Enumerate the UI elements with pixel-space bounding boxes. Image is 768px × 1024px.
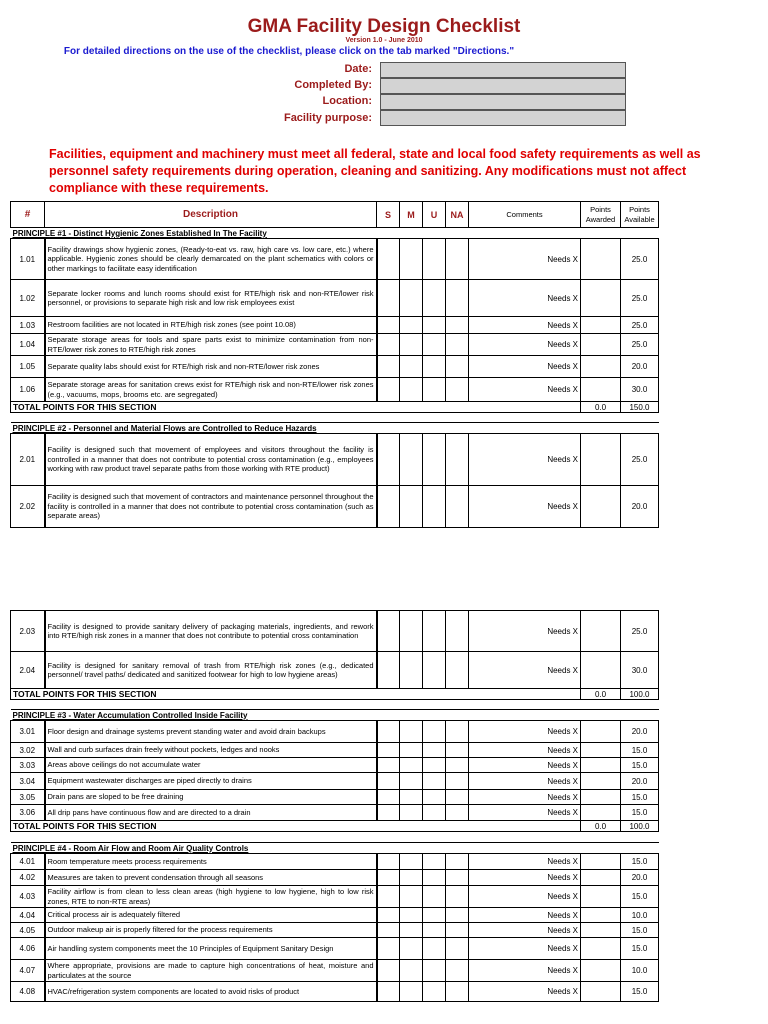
section-total-available: 100.0 [621,689,659,700]
table-row [11,773,659,790]
points-awarded-cell[interactable] [581,378,621,402]
points-available: 15.0 [621,923,659,938]
item-number: 4.05 [11,923,45,938]
facility-purpose-field[interactable] [380,110,626,126]
s-checkbox[interactable] [377,982,400,1002]
table-row [11,758,659,773]
table-row [11,434,659,486]
field-label-facility-purpose: Facility purpose: [283,112,372,124]
col-header-na: NA [446,202,469,228]
item-description: Facility is designed such that movement of contractors and maintenance personnel throughout the facility is controlled in a manner that does not contribute to potential cross contamination (such as separate areas) [45,486,377,528]
section-total-row [11,402,659,413]
points-available: 25.0 [621,317,659,334]
u-checkbox[interactable] [423,960,446,982]
na-checkbox[interactable] [446,773,469,790]
needs-indicator: Needs X [469,923,581,938]
table-row [11,652,659,689]
field-label-completed-by: Completed By: [294,79,372,91]
item-description: Wall and curb surfaces drain freely without pockets, ledges and nooks [45,743,377,758]
s-checkbox[interactable] [377,334,400,356]
na-checkbox[interactable] [446,854,469,870]
table-row [11,790,659,805]
item-description: HVAC/refrigeration system components are located to avoid risks of product [45,982,377,1002]
table-row [11,854,659,870]
s-checkbox[interactable] [377,611,400,652]
points-awarded-cell[interactable] [581,743,621,758]
points-available: 30.0 [621,378,659,402]
section-total-label: TOTAL POINTS FOR THIS SECTION [11,402,581,413]
s-checkbox[interactable] [377,854,400,870]
principle-header [11,843,659,854]
needs-indicator: Needs X [469,886,581,908]
table-row [11,486,659,528]
item-number: 2.04 [11,652,45,689]
needs-indicator: Needs X [469,721,581,743]
m-checkbox[interactable] [400,923,423,938]
s-checkbox[interactable] [377,721,400,743]
m-checkbox[interactable] [400,280,423,317]
m-checkbox[interactable] [400,854,423,870]
item-description: Measures are taken to prevent condensation through all seasons [45,870,377,886]
col-header-number: # [11,202,45,228]
item-number: 3.04 [11,773,45,790]
item-number: 1.05 [11,356,45,378]
na-checkbox[interactable] [446,280,469,317]
points-available: 15.0 [621,938,659,960]
points-awarded-cell[interactable] [581,239,621,280]
points-awarded-cell[interactable] [581,721,621,743]
points-available: 20.0 [621,870,659,886]
field-label-location: Location: [322,95,372,107]
na-checkbox[interactable] [446,334,469,356]
needs-indicator: Needs X [469,743,581,758]
item-description: Areas above ceilings do not accumulate water [45,758,377,773]
points-available: 15.0 [621,758,659,773]
item-number: 3.03 [11,758,45,773]
col-header-description: Description [45,202,377,228]
item-description: Facility is designed such that movement of employees and visitors throughout the facility is controlled in a manner that does not contribute to potential cross contamination (e.g., employees working with raw product travel separate paths from those working with RTE product) [45,434,377,486]
table-row [11,870,659,886]
needs-indicator: Needs X [469,434,581,486]
item-number: 1.03 [11,317,45,334]
s-checkbox[interactable] [377,805,400,821]
points-awarded-cell[interactable] [581,960,621,982]
s-checkbox[interactable] [377,743,400,758]
needs-indicator: Needs X [469,908,581,923]
s-checkbox[interactable] [377,870,400,886]
points-available: 20.0 [621,486,659,528]
item-description: All drip pans have continuous flow and are directed to a drain [45,805,377,821]
item-description: Restroom facilities are not located in RTE/high risk zones (see point 10.08) [45,317,377,334]
s-checkbox[interactable] [377,356,400,378]
na-checkbox[interactable] [446,960,469,982]
principle-header [11,228,659,239]
item-description: Where appropriate, provisions are made to capture high concentrations of heat, moisture and particulates at the source [45,960,377,982]
needs-indicator: Needs X [469,870,581,886]
checklist-table-page-2 [10,610,659,1002]
location-field[interactable] [380,94,626,110]
points-awarded-cell[interactable] [581,805,621,821]
points-awarded-cell[interactable] [581,356,621,378]
m-checkbox[interactable] [400,982,423,1002]
table-row [11,317,659,334]
item-number: 1.02 [11,280,45,317]
points-available: 20.0 [621,773,659,790]
completed-by-field[interactable] [380,78,626,94]
needs-indicator: Needs X [469,758,581,773]
col-header-points-awarded: Points Awarded [581,202,621,228]
section-total-row [11,821,659,832]
m-checkbox[interactable] [400,721,423,743]
needs-indicator: Needs X [469,982,581,1002]
m-checkbox[interactable] [400,938,423,960]
directions-link[interactable]: For detailed directions on the use of the checklist, please click on the tab marked "Directions." [63,46,515,57]
m-checkbox[interactable] [400,773,423,790]
s-checkbox[interactable] [377,378,400,402]
principle-header [11,710,659,721]
s-checkbox[interactable] [377,758,400,773]
field-label-date: Date: [344,63,372,75]
principle-title: PRINCIPLE #4 - Room Air Flow and Room Air Quality Controls [12,843,249,853]
na-checkbox[interactable] [446,486,469,528]
spacer-row [11,832,659,843]
u-checkbox[interactable] [423,334,446,356]
u-checkbox[interactable] [423,805,446,821]
points-available: 25.0 [621,611,659,652]
needs-indicator: Needs X [469,280,581,317]
na-checkbox[interactable] [446,908,469,923]
s-checkbox[interactable] [377,652,400,689]
item-description: Floor design and drainage systems prevent standing water and avoid drain backups [45,721,377,743]
col-header-s: S [377,202,400,228]
u-checkbox[interactable] [423,239,446,280]
needs-indicator: Needs X [469,790,581,805]
table-row [11,923,659,938]
m-checkbox[interactable] [400,611,423,652]
na-checkbox[interactable] [446,923,469,938]
u-checkbox[interactable] [423,982,446,1002]
m-checkbox[interactable] [400,239,423,280]
table-row [11,805,659,821]
u-checkbox[interactable] [423,317,446,334]
section-total-awarded: 0.0 [581,689,621,700]
item-description: Separate locker rooms and lunch rooms should exist for RTE/high risk and non-RTE/lower risk personnel, or provisions to separate high risk and low risk employees exist [45,280,377,317]
u-checkbox[interactable] [423,434,446,486]
points-available: 10.0 [621,908,659,923]
points-available: 20.0 [621,356,659,378]
points-awarded-cell[interactable] [581,652,621,689]
item-number: 4.03 [11,886,45,908]
u-checkbox[interactable] [423,908,446,923]
item-description: Facility drawings show hygienic zones, (Ready-to-eat vs. raw, high care vs. low care, etc.) where applicable. Hygienic zones should be clearly demarcated on the plant schematics with colors or other markings to facilitate easy identification [45,239,377,280]
m-checkbox[interactable] [400,790,423,805]
item-number: 3.06 [11,805,45,821]
s-checkbox[interactable] [377,886,400,908]
points-available: 15.0 [621,982,659,1002]
points-awarded-cell[interactable] [581,790,621,805]
u-checkbox[interactable] [423,886,446,908]
points-available: 30.0 [621,652,659,689]
u-checkbox[interactable] [423,378,446,402]
table-row [11,378,659,402]
points-available: 15.0 [621,886,659,908]
m-checkbox[interactable] [400,317,423,334]
na-checkbox[interactable] [446,434,469,486]
m-checkbox[interactable] [400,334,423,356]
item-description: Air handling system components meet the 10 Principles of Equipment Sanitary Design [45,938,377,960]
u-checkbox[interactable] [423,923,446,938]
item-number: 3.02 [11,743,45,758]
item-description: Drain pans are sloped to be free draining [45,790,377,805]
u-checkbox[interactable] [423,721,446,743]
item-number: 4.08 [11,982,45,1002]
points-awarded-cell[interactable] [581,886,621,908]
points-awarded-cell[interactable] [581,854,621,870]
item-description: Facility is designed for sanitary removal of trash from RTE/high risk zones (e.g., dedicated personnel/ travel paths/ dedicated and sanitized footwear for high to low hygiene areas) [45,652,377,689]
section-total-awarded: 0.0 [581,402,621,413]
points-available: 20.0 [621,721,659,743]
item-description: Room temperature meets process requirements [45,854,377,870]
item-number: 4.04 [11,908,45,923]
points-awarded-cell[interactable] [581,870,621,886]
table-row [11,611,659,652]
section-total-available: 150.0 [621,402,659,413]
col-header-u: U [423,202,446,228]
needs-indicator: Needs X [469,611,581,652]
table-row [11,721,659,743]
na-checkbox[interactable] [446,721,469,743]
principle-title: PRINCIPLE #1 - Distinct Hygienic Zones Established In The Facility [12,228,267,238]
u-checkbox[interactable] [423,280,446,317]
needs-indicator: Needs X [469,378,581,402]
m-checkbox[interactable] [400,886,423,908]
u-checkbox[interactable] [423,790,446,805]
s-checkbox[interactable] [377,938,400,960]
points-awarded-cell[interactable] [581,486,621,528]
na-checkbox[interactable] [446,317,469,334]
needs-indicator: Needs X [469,854,581,870]
u-checkbox[interactable] [423,758,446,773]
needs-indicator: Needs X [469,652,581,689]
spacer-row [11,700,659,710]
needs-indicator: Needs X [469,805,581,821]
needs-indicator: Needs X [469,773,581,790]
u-checkbox[interactable] [423,652,446,689]
m-checkbox[interactable] [400,652,423,689]
s-checkbox[interactable] [377,908,400,923]
section-total-available: 100.0 [621,821,659,832]
na-checkbox[interactable] [446,982,469,1002]
s-checkbox[interactable] [377,960,400,982]
col-header-points-available: Points Available [621,202,659,228]
table-row [11,960,659,982]
na-checkbox[interactable] [446,356,469,378]
points-awarded-cell[interactable] [581,317,621,334]
points-available: 15.0 [621,790,659,805]
section-total-label: TOTAL POINTS FOR THIS SECTION [11,821,581,832]
item-number: 2.01 [11,434,45,486]
points-awarded-cell[interactable] [581,334,621,356]
points-available: 25.0 [621,239,659,280]
m-checkbox[interactable] [400,908,423,923]
principle-title: PRINCIPLE #2 - Personnel and Material Flows are Controlled to Reduce Hazards [12,423,317,433]
points-awarded-cell[interactable] [581,758,621,773]
na-checkbox[interactable] [446,805,469,821]
s-checkbox[interactable] [377,790,400,805]
table-row [11,908,659,923]
needs-indicator: Needs X [469,356,581,378]
table-row [11,886,659,908]
item-description: Separate quality labs should exist for RTE/high risk and non-RTE/lower risk zones [45,356,377,378]
spacer-row [11,413,659,423]
points-awarded-cell[interactable] [581,434,621,486]
m-checkbox[interactable] [400,743,423,758]
u-checkbox[interactable] [423,854,446,870]
m-checkbox[interactable] [400,870,423,886]
item-number: 3.01 [11,721,45,743]
s-checkbox[interactable] [377,434,400,486]
section-total-awarded: 0.0 [581,821,621,832]
na-checkbox[interactable] [446,790,469,805]
section-total-label: TOTAL POINTS FOR THIS SECTION [11,689,581,700]
m-checkbox[interactable] [400,486,423,528]
item-number: 4.06 [11,938,45,960]
u-checkbox[interactable] [423,486,446,528]
s-checkbox[interactable] [377,486,400,528]
item-number: 4.07 [11,960,45,982]
needs-indicator: Needs X [469,938,581,960]
s-checkbox[interactable] [377,773,400,790]
col-header-m: M [400,202,423,228]
s-checkbox[interactable] [377,923,400,938]
na-checkbox[interactable] [446,886,469,908]
u-checkbox[interactable] [423,938,446,960]
points-awarded-cell[interactable] [581,938,621,960]
points-awarded-cell[interactable] [581,773,621,790]
principle-header [11,423,659,434]
table-row [11,239,659,280]
na-checkbox[interactable] [446,611,469,652]
points-awarded-cell[interactable] [581,908,621,923]
na-checkbox[interactable] [446,743,469,758]
item-number: 2.03 [11,611,45,652]
item-description: Separate storage areas for tools and spare parts exist to minimize contamination from non-RTE/lower risk zones to RTE/high risk zones [45,334,377,356]
item-number: 1.01 [11,239,45,280]
item-number: 4.02 [11,870,45,886]
u-checkbox[interactable] [423,356,446,378]
points-available: 25.0 [621,334,659,356]
points-available: 15.0 [621,854,659,870]
na-checkbox[interactable] [446,239,469,280]
na-checkbox[interactable] [446,870,469,886]
m-checkbox[interactable] [400,356,423,378]
m-checkbox[interactable] [400,758,423,773]
na-checkbox[interactable] [446,938,469,960]
u-checkbox[interactable] [423,611,446,652]
item-description: Equipment wastewater discharges are piped directly to drains [45,773,377,790]
checklist-table-page-1 [10,201,659,528]
u-checkbox[interactable] [423,870,446,886]
points-available: 15.0 [621,805,659,821]
points-available: 10.0 [621,960,659,982]
item-number: 1.04 [11,334,45,356]
needs-indicator: Needs X [469,334,581,356]
document-title: GMA Facility Design Checklist [247,16,521,37]
compliance-warning: Facilities, equipment and machinery must meet all federal, state and local food safety requirements as well as personnel safety requirements during operation, cleaning and sanitizing. Any modifications must not affect compliance with these requirements. [49,147,701,195]
table-row [11,356,659,378]
needs-indicator: Needs X [469,960,581,982]
table-row [11,938,659,960]
item-number: 4.01 [11,854,45,870]
points-awarded-cell[interactable] [581,280,621,317]
item-number: 1.06 [11,378,45,402]
s-checkbox[interactable] [377,280,400,317]
item-description: Critical process air is adequately filtered [45,908,377,923]
points-available: 25.0 [621,434,659,486]
principle-title: PRINCIPLE #3 - Water Accumulation Controlled Inside Facility [12,710,248,720]
item-number: 3.05 [11,790,45,805]
version-text: Version 1.0 - June 2010 [345,37,423,44]
s-checkbox[interactable] [377,239,400,280]
table-row [11,743,659,758]
needs-indicator: Needs X [469,486,581,528]
m-checkbox[interactable] [400,434,423,486]
points-available: 25.0 [621,280,659,317]
s-checkbox[interactable] [377,317,400,334]
needs-indicator: Needs X [469,239,581,280]
points-awarded-cell[interactable] [581,982,621,1002]
u-checkbox[interactable] [423,743,446,758]
needs-indicator: Needs X [469,317,581,334]
u-checkbox[interactable] [423,773,446,790]
section-total-row [11,689,659,700]
points-available: 15.0 [621,743,659,758]
item-description: Separate storage areas for sanitation crews exist for RTE/high risk and non-RTE/lower risk zones (e.g., vacuums, mops, brooms etc. are segregated) [45,378,377,402]
points-awarded-cell[interactable] [581,611,621,652]
item-description: Facility airflow is from clean to less clean areas (high hygiene to low hygiene, high to low risk zones, RTE to non-RTE areas) [45,886,377,908]
m-checkbox[interactable] [400,378,423,402]
m-checkbox[interactable] [400,805,423,821]
item-number: 2.02 [11,486,45,528]
date-field[interactable] [380,62,626,78]
na-checkbox[interactable] [446,652,469,689]
na-checkbox[interactable] [446,758,469,773]
m-checkbox[interactable] [400,960,423,982]
points-awarded-cell[interactable] [581,923,621,938]
na-checkbox[interactable] [446,378,469,402]
item-description: Facility is designed to provide sanitary delivery of packaging materials, ingredients, and rework into RTE/high risk zones in a manner that does not contribute to potential cross contamination [45,611,377,652]
table-row [11,982,659,1002]
table-row [11,334,659,356]
table-row [11,280,659,317]
col-header-comments: Comments [469,202,581,228]
item-description: Outdoor makeup air is properly filtered for the process requirements [45,923,377,938]
